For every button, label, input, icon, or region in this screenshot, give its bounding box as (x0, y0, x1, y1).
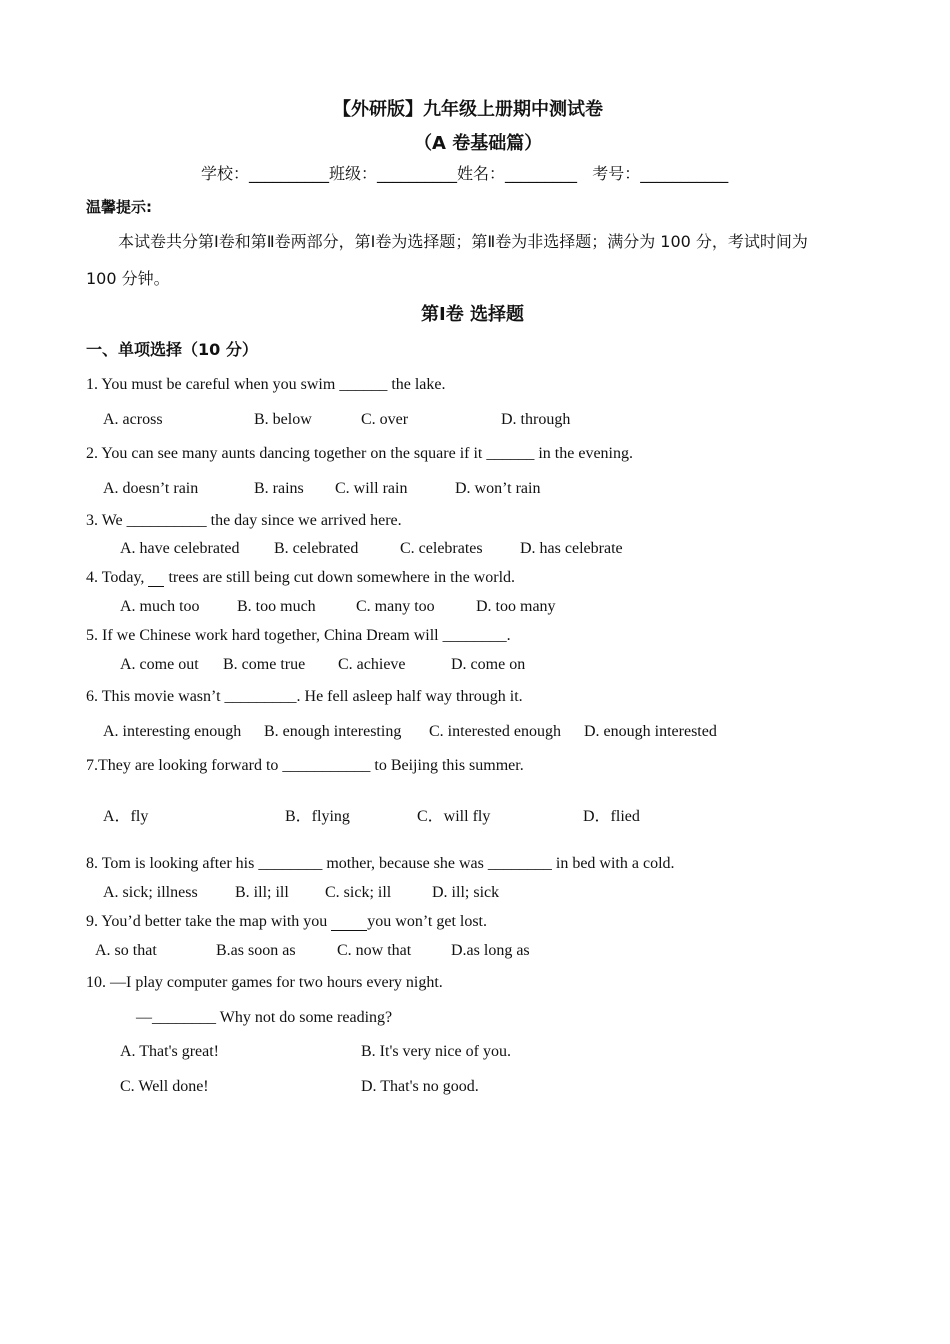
question-10-stem: 10. —I play computer games for two hours every night. (86, 974, 443, 991)
question-1-option-b: B. below (254, 411, 312, 428)
question-3-stem: 3. We __________ the day since we arrived here. (86, 512, 402, 529)
question-7-option-c: C．will fly (417, 808, 491, 825)
question-2-option-c: C. will rain (335, 480, 408, 497)
question-8-stem: 8. Tom is looking after his ________ mother, because she was ________ in bed with a cold. (86, 855, 675, 872)
question-2-option-d: D. won’t rain (455, 480, 541, 497)
question-3-option-d: D. has celebrate (520, 540, 623, 557)
question-5-stem: 5. If we Chinese work hard together, China Dream will ________. (86, 627, 511, 644)
question-9-blank (331, 914, 367, 931)
question-10-option-d: D. That's no good. (361, 1078, 479, 1095)
question-2-option-b: B. rains (254, 480, 304, 497)
question-7-option-b: B．flying (285, 808, 350, 825)
question-7-option-d: D．flied (583, 808, 640, 825)
question-1-option-c: C. over (361, 411, 409, 428)
question-9-option-a: A. so that (95, 942, 157, 959)
question-1-option-a: A. across (103, 411, 163, 428)
document-title: 【外研版】九年级上册期中测试卷 (333, 99, 603, 120)
question-2-stem: 2. You can see many aunts dancing together on the square if it ______ in the evening. (86, 445, 633, 462)
question-5-option-b: B. come true (223, 656, 306, 673)
question-8-option-c: C. sick; ill (325, 884, 392, 901)
question-4-option-a: A. much too (120, 598, 200, 615)
question-8-option-b: B. ill; ill (235, 884, 289, 901)
question-4-stem-after: trees are still being cut down somewhere in the world. (164, 569, 516, 586)
question-4-option-c: C. many too (356, 598, 435, 615)
question-5-option-a: A. come out (120, 656, 199, 673)
question-2-option-a: A. doesn’t rain (103, 480, 199, 497)
student-info-line: 学校：__________班级：__________姓名：_________ 考号：___________ (201, 164, 729, 183)
question-4-option-d: D. too many (476, 598, 556, 615)
section1-heading: 一、单项选择（10 分） (86, 340, 258, 359)
question-10-reply: —________ Why not do some reading? (136, 1009, 393, 1026)
question-3-option-b: B. celebrated (274, 540, 359, 557)
question-8-option-a: A. sick; illness (103, 884, 198, 901)
question-3-option-c: C. celebrates (400, 540, 483, 557)
question-6-option-b: B. enough interesting (264, 723, 402, 740)
question-5-option-c: C. achieve (338, 656, 406, 673)
question-9-option-c: C. now that (337, 942, 412, 959)
question-9-option-b: B.as soon as (216, 942, 296, 959)
question-10-option-b: B. It's very nice of you. (361, 1043, 511, 1060)
tips-line-2: 100 分钟。 (86, 269, 170, 288)
question-3-option-a: A. have celebrated (120, 540, 240, 557)
question-4-stem-before: 4. Today, (86, 569, 149, 586)
question-1-option-d: D. through (501, 411, 571, 428)
question-8-option-d: D. ill; sick (432, 884, 500, 901)
document-subtitle: （A 卷基础篇） (414, 133, 543, 154)
question-4-blank (148, 570, 164, 587)
question-4-stem (86, 570, 515, 587)
tips-heading: 温馨提示: (86, 198, 152, 216)
question-4-option-b: B. too much (237, 598, 316, 615)
question-9-stem-after: you won’t get lost. (367, 913, 487, 930)
question-9-stem (86, 914, 487, 931)
question-6-option-d: D. enough interested (584, 723, 717, 740)
question-6-stem: 6. This movie wasn’t _________. He fell asleep half way through it. (86, 688, 523, 705)
question-5-option-d: D. come on (451, 656, 526, 673)
question-6-option-a: A. interesting enough (103, 723, 242, 740)
question-9-stem-before: 9. You’d better take the map with you (86, 913, 332, 930)
question-10-option-a: A. That's great! (120, 1043, 219, 1060)
question-9-option-d: D.as long as (451, 942, 530, 959)
part1-title: 第Ⅰ卷 选择题 (421, 304, 524, 325)
question-1-stem: 1. You must be careful when you swim ______ the lake. (86, 376, 446, 393)
question-7-stem: 7.They are looking forward to ___________ to Beijing this summer. (86, 757, 524, 774)
question-10-option-c: C. Well done! (120, 1078, 209, 1095)
question-7-option-a: A．fly (103, 808, 149, 825)
tips-line-1: 本试卷共分第Ⅰ卷和第Ⅱ卷两部分，第Ⅰ卷为选择题；第Ⅱ卷为非选择题；满分为 100 分，考试时间为 (118, 232, 808, 251)
question-6-option-c: C. interested enough (429, 723, 561, 740)
